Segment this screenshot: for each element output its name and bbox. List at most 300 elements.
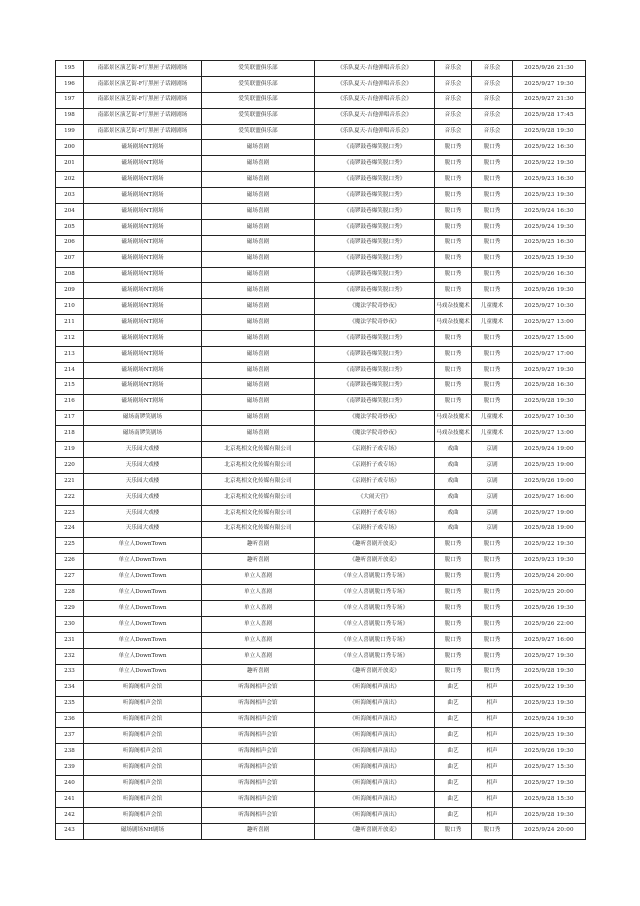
date-time-cell: 2025/9/27 19:30 xyxy=(513,76,586,92)
show-title-cell: 《南锣鼓巷爆笑脱口秀》 xyxy=(315,140,435,156)
date-time-cell: 2025/9/22 16:30 xyxy=(513,140,586,156)
show-title-cell: 《听海阁相声演出》 xyxy=(315,776,435,792)
subcategory-cell: 脱口秀 xyxy=(472,394,513,410)
subcategory-cell: 京剧 xyxy=(472,521,513,537)
table-row xyxy=(56,760,586,776)
venue-cell: 单立人DownTown xyxy=(84,537,202,553)
organizer-cell: 磁场喜剧 xyxy=(202,219,315,235)
subcategory-cell: 相声 xyxy=(472,776,513,792)
table-row xyxy=(56,124,586,140)
date-time-cell: 2025/9/25 19:00 xyxy=(513,458,586,474)
organizer-cell: 单立人喜剧 xyxy=(202,633,315,649)
show-title-cell: 《南锣鼓巷爆笑脱口秀》 xyxy=(315,219,435,235)
row-number: 213 xyxy=(56,347,84,363)
venue-cell: 磁场剧场NT剧场 xyxy=(84,235,202,251)
date-time-cell: 2025/9/26 16:30 xyxy=(513,267,586,283)
venue-cell: 天乐园大戏楼 xyxy=(84,474,202,490)
table-row xyxy=(56,664,586,680)
show-title-cell: 《乐队夏天-吉他弹唱音乐会》 xyxy=(315,108,435,124)
date-time-cell: 2025/9/28 19:30 xyxy=(513,124,586,140)
organizer-cell: 趣听喜剧 xyxy=(202,664,315,680)
table-row xyxy=(56,490,586,506)
venue-cell: 听海阁相声会馆 xyxy=(84,712,202,728)
category-cell: 曲艺 xyxy=(435,791,472,807)
subcategory-cell: 音乐会 xyxy=(472,76,513,92)
table-row xyxy=(56,426,586,442)
row-number: 239 xyxy=(56,760,84,776)
venue-cell: 听海阁相声会馆 xyxy=(84,776,202,792)
table-row xyxy=(56,744,586,760)
row-number: 221 xyxy=(56,474,84,490)
venue-cell: 单立人DownTown xyxy=(84,585,202,601)
table-row xyxy=(56,204,586,220)
venue-cell: 听海阁相声会馆 xyxy=(84,760,202,776)
table-row xyxy=(56,140,586,156)
venue-cell: 天乐园大戏楼 xyxy=(84,505,202,521)
row-number: 219 xyxy=(56,442,84,458)
organizer-cell: 单立人喜剧 xyxy=(202,648,315,664)
venue-cell: 听海阁相声会馆 xyxy=(84,744,202,760)
row-number: 215 xyxy=(56,378,84,394)
show-title-cell: 《听海阁相声演出》 xyxy=(315,712,435,728)
organizer-cell: 北京兆相文化传媒有限公司 xyxy=(202,490,315,506)
subcategory-cell: 脱口秀 xyxy=(472,378,513,394)
venue-cell: 南邵景区演艺街-F厅黑匣子话剧剧场 xyxy=(84,92,202,108)
date-time-cell: 2025/9/26 19:30 xyxy=(513,744,586,760)
subcategory-cell: 相声 xyxy=(472,712,513,728)
venue-cell: 磁场剧场NT剧场 xyxy=(84,378,202,394)
organizer-cell: 磁场喜剧 xyxy=(202,235,315,251)
organizer-cell: 北京兆相文化传媒有限公司 xyxy=(202,458,315,474)
table-row xyxy=(56,601,586,617)
category-cell: 脱口秀 xyxy=(435,331,472,347)
organizer-cell: 磁场喜剧 xyxy=(202,188,315,204)
show-title-cell: 《魔法学院奇妙夜》 xyxy=(315,299,435,315)
subcategory-cell: 脱口秀 xyxy=(472,537,513,553)
show-title-cell: 《魔法学院奇妙夜》 xyxy=(315,426,435,442)
subcategory-cell: 相声 xyxy=(472,760,513,776)
row-number: 235 xyxy=(56,696,84,712)
date-time-cell: 2025/9/27 13:00 xyxy=(513,426,586,442)
table-row xyxy=(56,283,586,299)
date-time-cell: 2025/9/24 19:30 xyxy=(513,219,586,235)
table-row xyxy=(56,728,586,744)
venue-cell: 磁场剧场NT剧场 xyxy=(84,283,202,299)
organizer-cell: 单立人喜剧 xyxy=(202,585,315,601)
row-number: 236 xyxy=(56,712,84,728)
venue-cell: 磁场剧场NT剧场 xyxy=(84,251,202,267)
category-cell: 脱口秀 xyxy=(435,378,472,394)
venue-cell: 磁场剧场NT剧场 xyxy=(84,267,202,283)
category-cell: 脱口秀 xyxy=(435,569,472,585)
show-title-cell: 《单立人喜剧脱口秀专场》 xyxy=(315,585,435,601)
category-cell: 音乐会 xyxy=(435,92,472,108)
row-number: 209 xyxy=(56,283,84,299)
row-number: 223 xyxy=(56,505,84,521)
show-title-cell: 《单立人喜剧脱口秀专场》 xyxy=(315,601,435,617)
venue-cell: 磁场南锣笑剧场 xyxy=(84,426,202,442)
row-number: 222 xyxy=(56,490,84,506)
category-cell: 音乐会 xyxy=(435,61,472,77)
venue-cell: 磁场剧场NT剧场 xyxy=(84,315,202,331)
row-number: 216 xyxy=(56,394,84,410)
row-number: 232 xyxy=(56,648,84,664)
category-cell: 曲艺 xyxy=(435,728,472,744)
table-row xyxy=(56,474,586,490)
show-title-cell: 《乐队夏天-吉他弹唱音乐会》 xyxy=(315,76,435,92)
category-cell: 音乐会 xyxy=(435,108,472,124)
organizer-cell: 趣听喜剧 xyxy=(202,823,315,839)
subcategory-cell: 相声 xyxy=(472,728,513,744)
show-title-cell: 《乐队夏天-吉他弹唱音乐会》 xyxy=(315,92,435,108)
subcategory-cell: 相声 xyxy=(472,696,513,712)
venue-cell: 磁场剧场NT剧场 xyxy=(84,204,202,220)
venue-cell: 南邵景区演艺街-F厅黑匣子话剧剧场 xyxy=(84,124,202,140)
date-time-cell: 2025/9/26 21:30 xyxy=(513,61,586,77)
subcategory-cell: 音乐会 xyxy=(472,92,513,108)
venue-cell: 单立人DownTown xyxy=(84,633,202,649)
date-time-cell: 2025/9/24 20:00 xyxy=(513,569,586,585)
organizer-cell: 听海阁相声会馆 xyxy=(202,728,315,744)
date-time-cell: 2025/9/22 19:30 xyxy=(513,680,586,696)
subcategory-cell: 脱口秀 xyxy=(472,648,513,664)
venue-cell: 磁场剧场NT剧场 xyxy=(84,331,202,347)
organizer-cell: 磁场喜剧 xyxy=(202,156,315,172)
organizer-cell: 爱笑联盟俱乐部 xyxy=(202,124,315,140)
subcategory-cell: 音乐会 xyxy=(472,61,513,77)
show-title-cell: 《单立人喜剧脱口秀专场》 xyxy=(315,617,435,633)
venue-cell: 天乐园大戏楼 xyxy=(84,490,202,506)
table-row xyxy=(56,331,586,347)
show-title-cell: 《南锣鼓巷爆笑脱口秀》 xyxy=(315,204,435,220)
table-row xyxy=(56,823,586,839)
show-title-cell: 《大闹天宫》 xyxy=(315,490,435,506)
venue-cell: 磁场剧场NT剧场 xyxy=(84,172,202,188)
date-time-cell: 2025/9/26 22:00 xyxy=(513,617,586,633)
date-time-cell: 2025/9/22 19:30 xyxy=(513,537,586,553)
organizer-cell: 磁场喜剧 xyxy=(202,283,315,299)
row-number: 204 xyxy=(56,204,84,220)
venue-cell: 天乐园大戏楼 xyxy=(84,442,202,458)
table-row xyxy=(56,585,586,601)
date-time-cell: 2025/9/27 19:30 xyxy=(513,776,586,792)
table-body xyxy=(56,61,586,840)
subcategory-cell: 脱口秀 xyxy=(472,235,513,251)
show-title-cell: 《听海阁相声演出》 xyxy=(315,728,435,744)
category-cell: 曲艺 xyxy=(435,696,472,712)
show-title-cell: 《南锣鼓巷爆笑脱口秀》 xyxy=(315,394,435,410)
table-row xyxy=(56,648,586,664)
organizer-cell: 磁场喜剧 xyxy=(202,426,315,442)
date-time-cell: 2025/9/27 15:30 xyxy=(513,760,586,776)
organizer-cell: 磁场喜剧 xyxy=(202,378,315,394)
subcategory-cell: 脱口秀 xyxy=(472,347,513,363)
category-cell: 脱口秀 xyxy=(435,553,472,569)
venue-cell: 单立人DownTown xyxy=(84,648,202,664)
performance-schedule-table xyxy=(55,60,586,840)
show-title-cell: 《乐队夏天-吉他弹唱音乐会》 xyxy=(315,124,435,140)
date-time-cell: 2025/9/24 20:00 xyxy=(513,823,586,839)
venue-cell: 南邵景区演艺街-F厅黑匣子话剧剧场 xyxy=(84,108,202,124)
organizer-cell: 单立人喜剧 xyxy=(202,601,315,617)
table-row xyxy=(56,92,586,108)
category-cell: 脱口秀 xyxy=(435,204,472,220)
show-title-cell: 《南锣鼓巷爆笑脱口秀》 xyxy=(315,235,435,251)
category-cell: 脱口秀 xyxy=(435,347,472,363)
organizer-cell: 趣听喜剧 xyxy=(202,537,315,553)
show-title-cell: 《趣听喜剧开放麦》 xyxy=(315,664,435,680)
venue-cell: 听海阁相声会馆 xyxy=(84,728,202,744)
subcategory-cell: 脱口秀 xyxy=(472,617,513,633)
show-title-cell: 《单立人喜剧脱口秀专场》 xyxy=(315,633,435,649)
venue-cell: 单立人DownTown xyxy=(84,569,202,585)
subcategory-cell: 脱口秀 xyxy=(472,823,513,839)
table-row xyxy=(56,537,586,553)
table-row xyxy=(56,267,586,283)
show-title-cell: 《南锣鼓巷爆笑脱口秀》 xyxy=(315,267,435,283)
table-row xyxy=(56,219,586,235)
row-number: 199 xyxy=(56,124,84,140)
date-time-cell: 2025/9/26 19:30 xyxy=(513,601,586,617)
show-title-cell: 《京剧折子戏专场》 xyxy=(315,521,435,537)
subcategory-cell: 脱口秀 xyxy=(472,251,513,267)
subcategory-cell: 京剧 xyxy=(472,442,513,458)
venue-cell: 单立人DownTown xyxy=(84,601,202,617)
date-time-cell: 2025/9/27 19:00 xyxy=(513,505,586,521)
table-row xyxy=(56,362,586,378)
date-time-cell: 2025/9/25 19:30 xyxy=(513,728,586,744)
document-page xyxy=(55,60,585,840)
subcategory-cell: 京剧 xyxy=(472,458,513,474)
show-title-cell: 《南锣鼓巷爆笑脱口秀》 xyxy=(315,283,435,299)
category-cell: 脱口秀 xyxy=(435,140,472,156)
category-cell: 脱口秀 xyxy=(435,617,472,633)
row-number: 197 xyxy=(56,92,84,108)
show-title-cell: 《魔法学院奇妙夜》 xyxy=(315,315,435,331)
category-cell: 曲艺 xyxy=(435,680,472,696)
row-number: 208 xyxy=(56,267,84,283)
venue-cell: 磁场剧场NT剧场 xyxy=(84,140,202,156)
organizer-cell: 趣听喜剧 xyxy=(202,553,315,569)
row-number: 238 xyxy=(56,744,84,760)
date-time-cell: 2025/9/27 16:00 xyxy=(513,490,586,506)
date-time-cell: 2025/9/25 16:30 xyxy=(513,235,586,251)
date-time-cell: 2025/9/24 19:00 xyxy=(513,442,586,458)
venue-cell: 单立人DownTown xyxy=(84,664,202,680)
venue-cell: 磁场剧场NT剧场 xyxy=(84,156,202,172)
show-title-cell: 《南锣鼓巷爆笑脱口秀》 xyxy=(315,251,435,267)
table-row xyxy=(56,378,586,394)
table-row xyxy=(56,442,586,458)
date-time-cell: 2025/9/28 19:30 xyxy=(513,807,586,823)
category-cell: 脱口秀 xyxy=(435,267,472,283)
subcategory-cell: 脱口秀 xyxy=(472,219,513,235)
category-cell: 脱口秀 xyxy=(435,823,472,839)
row-number: 240 xyxy=(56,776,84,792)
subcategory-cell: 儿童魔术 xyxy=(472,426,513,442)
subcategory-cell: 相声 xyxy=(472,680,513,696)
table-row xyxy=(56,633,586,649)
subcategory-cell: 京剧 xyxy=(472,474,513,490)
show-title-cell: 《京剧折子戏专场》 xyxy=(315,505,435,521)
subcategory-cell: 相声 xyxy=(472,744,513,760)
organizer-cell: 北京兆相文化传媒有限公司 xyxy=(202,474,315,490)
organizer-cell: 爱笑联盟俱乐部 xyxy=(202,61,315,77)
table-row xyxy=(56,251,586,267)
organizer-cell: 磁场喜剧 xyxy=(202,315,315,331)
table-row xyxy=(56,617,586,633)
show-title-cell: 《南锣鼓巷爆笑脱口秀》 xyxy=(315,331,435,347)
table-row xyxy=(56,172,586,188)
subcategory-cell: 儿童魔术 xyxy=(472,410,513,426)
venue-cell: 南邵景区演艺街-F厅黑匣子话剧剧场 xyxy=(84,76,202,92)
subcategory-cell: 相声 xyxy=(472,791,513,807)
show-title-cell: 《南锣鼓巷爆笑脱口秀》 xyxy=(315,347,435,363)
venue-cell: 磁场剧场NT剧场 xyxy=(84,394,202,410)
date-time-cell: 2025/9/24 16:30 xyxy=(513,204,586,220)
row-number: 241 xyxy=(56,791,84,807)
subcategory-cell: 脱口秀 xyxy=(472,362,513,378)
organizer-cell: 爱笑联盟俱乐部 xyxy=(202,92,315,108)
organizer-cell: 听海阁相声会馆 xyxy=(202,696,315,712)
table-row xyxy=(56,521,586,537)
date-time-cell: 2025/9/27 10:30 xyxy=(513,299,586,315)
show-title-cell: 《京剧折子戏专场》 xyxy=(315,474,435,490)
row-number: 224 xyxy=(56,521,84,537)
show-title-cell: 《听海阁相声演出》 xyxy=(315,680,435,696)
venue-cell: 单立人DownTown xyxy=(84,617,202,633)
show-title-cell: 《京剧折子戏专场》 xyxy=(315,442,435,458)
category-cell: 脱口秀 xyxy=(435,633,472,649)
row-number: 243 xyxy=(56,823,84,839)
row-number: 233 xyxy=(56,664,84,680)
organizer-cell: 磁场喜剧 xyxy=(202,394,315,410)
subcategory-cell: 脱口秀 xyxy=(472,553,513,569)
date-time-cell: 2025/9/26 19:00 xyxy=(513,474,586,490)
date-time-cell: 2025/9/28 19:30 xyxy=(513,664,586,680)
subcategory-cell: 脱口秀 xyxy=(472,664,513,680)
date-time-cell: 2025/9/28 19:30 xyxy=(513,394,586,410)
show-title-cell: 《南锣鼓巷爆笑脱口秀》 xyxy=(315,156,435,172)
table-row xyxy=(56,299,586,315)
organizer-cell: 磁场喜剧 xyxy=(202,204,315,220)
subcategory-cell: 脱口秀 xyxy=(472,156,513,172)
venue-cell: 磁场南锣笑剧场 xyxy=(84,410,202,426)
category-cell: 音乐会 xyxy=(435,124,472,140)
venue-cell: 天乐园大戏楼 xyxy=(84,521,202,537)
organizer-cell: 爱笑联盟俱乐部 xyxy=(202,76,315,92)
date-time-cell: 2025/9/28 15:30 xyxy=(513,791,586,807)
venue-cell: 听海阁相声会馆 xyxy=(84,791,202,807)
venue-cell: 磁场剧场NT剧场 xyxy=(84,347,202,363)
category-cell: 脱口秀 xyxy=(435,648,472,664)
date-time-cell: 2025/9/22 19:30 xyxy=(513,156,586,172)
category-cell: 曲艺 xyxy=(435,744,472,760)
subcategory-cell: 脱口秀 xyxy=(472,283,513,299)
category-cell: 脱口秀 xyxy=(435,362,472,378)
venue-cell: 磁场剧场NT剧场 xyxy=(84,188,202,204)
date-time-cell: 2025/9/23 19:30 xyxy=(513,188,586,204)
row-number: 227 xyxy=(56,569,84,585)
organizer-cell: 磁场喜剧 xyxy=(202,251,315,267)
category-cell: 戏曲 xyxy=(435,505,472,521)
row-number: 231 xyxy=(56,633,84,649)
category-cell: 脱口秀 xyxy=(435,188,472,204)
row-number: 198 xyxy=(56,108,84,124)
table-row xyxy=(56,156,586,172)
show-title-cell: 《趣听喜剧开放麦》 xyxy=(315,553,435,569)
subcategory-cell: 京剧 xyxy=(472,490,513,506)
table-row xyxy=(56,235,586,251)
table-row xyxy=(56,505,586,521)
show-title-cell: 《南锣鼓巷爆笑脱口秀》 xyxy=(315,378,435,394)
date-time-cell: 2025/9/24 19:30 xyxy=(513,712,586,728)
organizer-cell: 单立人喜剧 xyxy=(202,569,315,585)
organizer-cell: 北京兆相文化传媒有限公司 xyxy=(202,521,315,537)
category-cell: 脱口秀 xyxy=(435,172,472,188)
table-row xyxy=(56,791,586,807)
row-number: 206 xyxy=(56,235,84,251)
date-time-cell: 2025/9/23 19:30 xyxy=(513,696,586,712)
row-number: 242 xyxy=(56,807,84,823)
table-row xyxy=(56,569,586,585)
subcategory-cell: 脱口秀 xyxy=(472,569,513,585)
row-number: 210 xyxy=(56,299,84,315)
date-time-cell: 2025/9/27 16:00 xyxy=(513,633,586,649)
table-row xyxy=(56,458,586,474)
subcategory-cell: 脱口秀 xyxy=(472,188,513,204)
row-number: 205 xyxy=(56,219,84,235)
category-cell: 曲艺 xyxy=(435,712,472,728)
organizer-cell: 听海阁相声会馆 xyxy=(202,712,315,728)
show-title-cell: 《听海阁相声演出》 xyxy=(315,760,435,776)
table-row xyxy=(56,712,586,728)
organizer-cell: 磁场喜剧 xyxy=(202,410,315,426)
subcategory-cell: 音乐会 xyxy=(472,108,513,124)
date-time-cell: 2025/9/27 19:30 xyxy=(513,648,586,664)
show-title-cell: 《听海阁相声演出》 xyxy=(315,791,435,807)
organizer-cell: 单立人喜剧 xyxy=(202,617,315,633)
date-time-cell: 2025/9/27 21:30 xyxy=(513,92,586,108)
venue-cell: 天乐园大戏楼 xyxy=(84,458,202,474)
category-cell: 戏曲 xyxy=(435,490,472,506)
category-cell: 戏曲 xyxy=(435,442,472,458)
row-number: 196 xyxy=(56,76,84,92)
organizer-cell: 听海阁相声会馆 xyxy=(202,807,315,823)
show-title-cell: 《单立人喜剧脱口秀专场》 xyxy=(315,569,435,585)
category-cell: 脱口秀 xyxy=(435,601,472,617)
show-title-cell: 《趣听喜剧开放麦》 xyxy=(315,537,435,553)
organizer-cell: 北京兆相文化传媒有限公司 xyxy=(202,442,315,458)
subcategory-cell: 脱口秀 xyxy=(472,585,513,601)
row-number: 228 xyxy=(56,585,84,601)
subcategory-cell: 儿童魔术 xyxy=(472,315,513,331)
organizer-cell: 听海阁相声会馆 xyxy=(202,776,315,792)
date-time-cell: 2025/9/27 10:30 xyxy=(513,410,586,426)
category-cell: 曲艺 xyxy=(435,760,472,776)
category-cell: 脱口秀 xyxy=(435,219,472,235)
venue-cell: 磁场剧场NH剧场 xyxy=(84,823,202,839)
row-number: 226 xyxy=(56,553,84,569)
row-number: 218 xyxy=(56,426,84,442)
category-cell: 马戏杂技魔术 xyxy=(435,410,472,426)
category-cell: 马戏杂技魔术 xyxy=(435,299,472,315)
organizer-cell: 磁场喜剧 xyxy=(202,299,315,315)
table-row xyxy=(56,807,586,823)
subcategory-cell: 京剧 xyxy=(472,505,513,521)
category-cell: 音乐会 xyxy=(435,76,472,92)
row-number: 214 xyxy=(56,362,84,378)
